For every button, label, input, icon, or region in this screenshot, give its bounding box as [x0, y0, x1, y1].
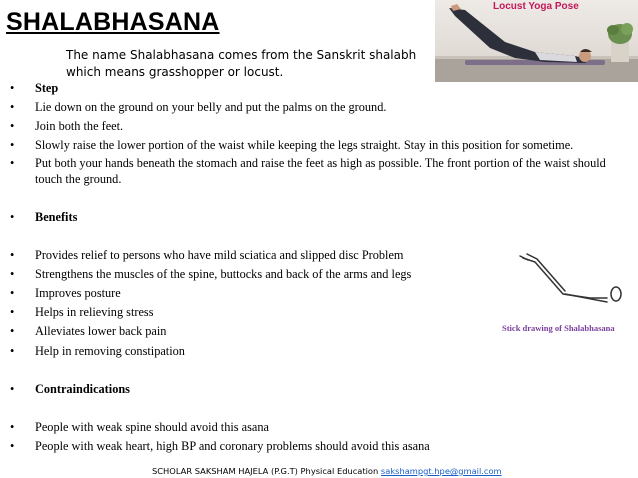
item-text: Slowly raise the lower portion of the waist while keeping the legs straight. Stay in this position for sometime.	[35, 138, 574, 152]
item-text: Benefits	[35, 210, 78, 224]
bullet-icon: •	[10, 81, 15, 95]
item-text: Improves posture	[35, 286, 121, 300]
item-text: Step	[35, 81, 59, 95]
item-text: Contraindications	[35, 382, 130, 396]
item-text: Provides relief to persons who have mild sciatica and slipped disc Problem	[35, 248, 404, 262]
bullet-icon: •	[10, 119, 15, 133]
bullet-icon: •	[10, 420, 15, 434]
item-text: People with weak heart, high BP and coronary problems should avoid this asana	[35, 439, 430, 453]
subtitle: The name Shalabhasana comes from the Sanskrit shalabh which means grasshopper or locust.	[66, 48, 417, 79]
item-text: Lie down on the ground on your belly and put the palms on the ground.	[35, 100, 387, 114]
footer	[152, 466, 502, 476]
bullet-icon: •	[10, 324, 15, 338]
bullet-icon: •	[10, 439, 15, 453]
bullet-icon: •	[10, 100, 15, 114]
item-text: Put both your hands beneath the stomach and raise the feet as high as possible. The front portion of the waist should touch the ground.	[35, 156, 606, 186]
item-text: Helps in relieving stress	[35, 305, 154, 319]
photo-label: Locust Yoga Pose	[493, 1, 579, 12]
bullet-icon: •	[10, 382, 15, 396]
stick-figure-icon	[515, 250, 630, 316]
bullet-icon: •	[10, 138, 15, 152]
bullet-icon: •	[10, 344, 15, 358]
bullet-icon: •	[10, 248, 15, 262]
bullet-icon: •	[10, 305, 15, 319]
stick-drawing	[515, 250, 630, 316]
stick-caption: Stick drawing of Shalabhasana	[502, 323, 615, 333]
bullet-icon: •	[10, 210, 15, 224]
footer-email-link[interactable]: sakshampgt.hpe@gmail.com	[380, 466, 502, 476]
slide-title: SHALABHASANA	[6, 8, 220, 36]
item-text: Alleviates lower back pain	[35, 324, 167, 338]
item-text: Strengthens the muscles of the spine, buttocks and back of the arms and legs	[35, 267, 412, 281]
locust-pose-photo	[435, 0, 638, 82]
yoga-photo-image	[435, 0, 638, 82]
item-text: Help in removing constipation	[35, 344, 185, 358]
bullet-icon: •	[10, 156, 15, 170]
footer-text: SCHOLAR SAKSHAM HAJELA (P.G.T) Physical Education	[152, 466, 379, 476]
item-text: People with weak spine should avoid this asana	[35, 420, 269, 434]
item-text: Join both the feet.	[35, 119, 124, 133]
bullet-icon: •	[10, 286, 15, 300]
bullet-icon: •	[10, 267, 15, 281]
